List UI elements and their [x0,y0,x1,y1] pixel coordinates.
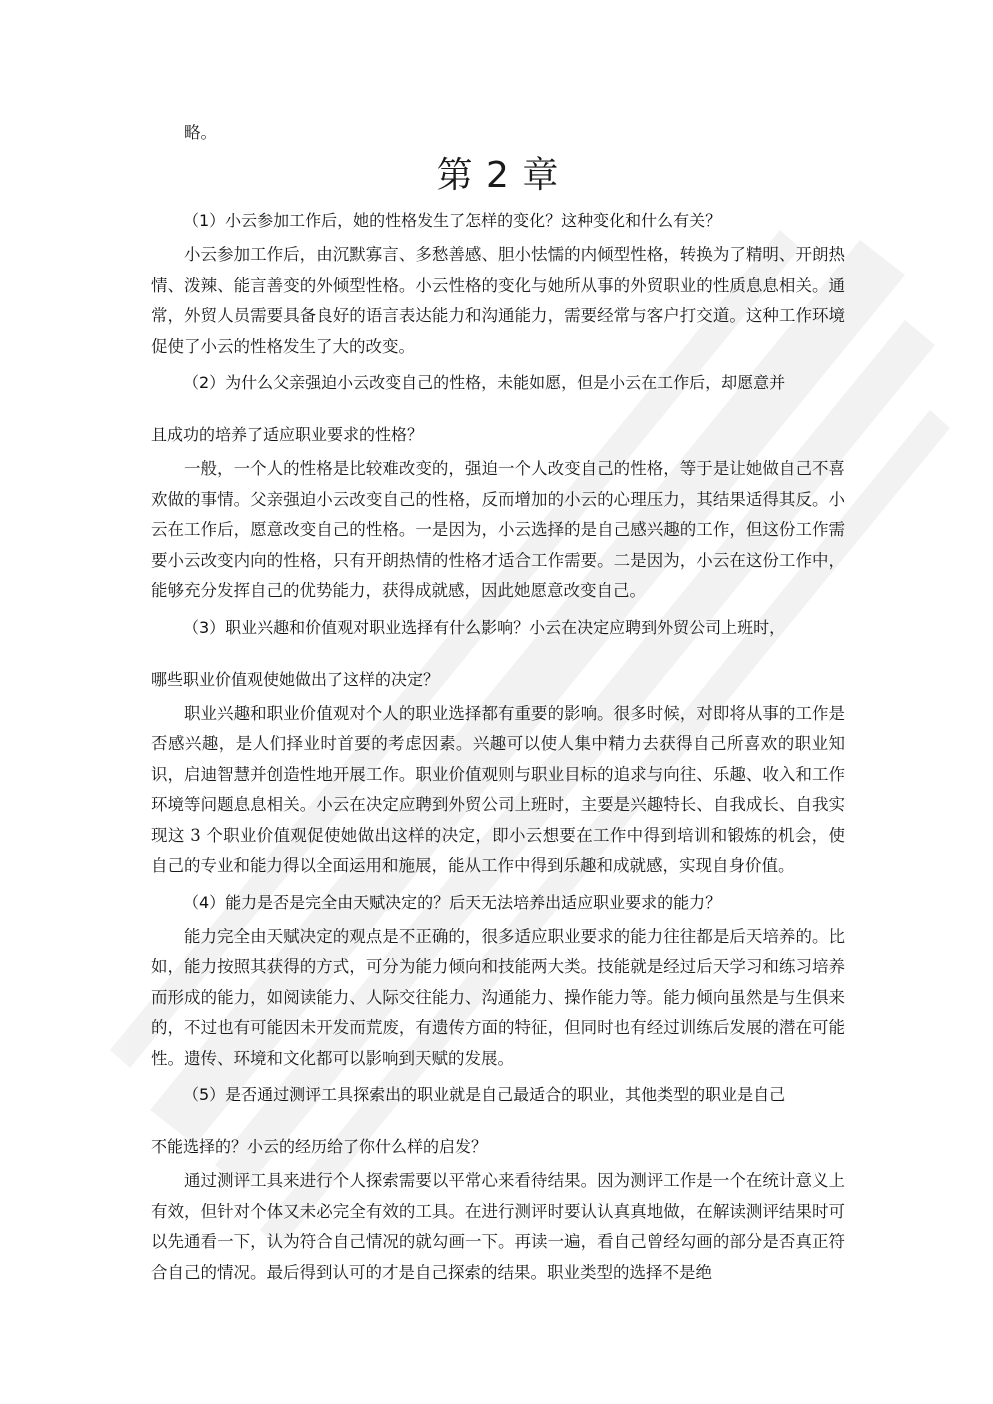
question-line-2: 哪些职业价值观使她做出了这样的决定？ [151,669,440,689]
question-line-2: 且成功的培养了适应职业要求的性格？ [151,425,424,444]
section-4 [151,892,845,1075]
question-line-2: 不能选择的？小云的经历给了你什么样的启发？ [151,1137,488,1156]
question-heading [151,372,845,446]
question-line-1: （2）为什么父亲强迫小云改变自己的性格，未能如愿，但是小云在工作后，却愿意并 [183,373,786,392]
answer-paragraph: 职业兴趣和职业价值观对个人的职业选择都有重要的影响。很多时候，对即将从事的工作是否感兴趣，是人们择业时首要的考虑因素。兴趣可以使人集中精力去获得自己所喜欢的职业知识，启迪智慧并创造性地开展工作。职业价值观则与职业目标的追求与向往、乐趣、收入和工作环境等问题息息相关。小云在决定应聘到外贸公司上班时，主要是兴趣特长、自我成长、自我实现这 3 个职业价值观促使她做出这样的决定，即小云想要在工作中得到培训和锻炼的机会，使自己的专业和能力得以全面运用和施展，能从工作中得到乐趣和成就感，实现自身价值。 [151,703,845,875]
question-heading [151,1084,845,1158]
question-heading [151,617,845,691]
section-2 [151,372,845,607]
question-line-1: （5）是否通过测评工具探索出的职业就是自己最适合的职业，其他类型的职业是自己 [183,1085,786,1104]
section-5 [151,1084,845,1288]
lead-text: 略。 [184,123,217,142]
question-heading: （1）小云参加工作后，她的性格发生了怎样的变化？这种变化和什么有关？ [183,211,722,230]
chapter-title: 第 2 章 [436,155,560,196]
answer-paragraph: 一般，一个人的性格是比较难改变的，强迫一个人改变自己的性格，等于是让她做自己不喜欢做的事情。父亲强迫小云改变自己的性格，反而增加的小云的心理压力，其结果适得其反。小云在工作后，愿意改变自己的性格。一是因为，小云选择的是自己感兴趣的工作，但这份工作需要小云改变内向的性格，只有开朗热情的性格才适合工作需要。二是因为，小云在这份工作中，能够充分发挥自己的优势能力，获得成就感，因此她愿意改变自己。 [151,459,845,600]
document-content [151,118,845,1288]
question-line-1: （3）职业兴趣和价值观对职业选择有什么影响？小云在决定应聘到外贸公司上班时， [183,617,786,637]
section-1 [151,210,845,362]
section-3 [151,617,845,882]
question-heading: （4）能力是否是完全由天赋决定的？后天无法培养出适应职业要求的能力？ [183,892,722,912]
answer-paragraph: 能力完全由天赋决定的观点是不正确的，很多适应职业要求的能力往往都是后天培养的。比如，能力按照其获得的方式，可分为能力倾向和技能两大类。技能就是经过后天学习和练习培养而形成的能力，如阅读能力、人际交往能力、沟通能力、操作能力等。能力倾向虽然是与生俱来的，不过也有可能因未开发而荒废，有遗传方面的特征，但同时也有经过训练后发展的潜在可能性。遗传、环境和文化都可以影响到天赋的发展。 [151,926,845,1068]
answer-paragraph: 通过测评工具来进行个人探索需要以平常心来看待结果。因为测评工作是一个在统计意义上有效，但针对个体又未必完全有效的工具。在进行测评时要认认真真地做，在解读测评结果时可以先通看一下，认为符合自己情况的就勾画一下。再读一遍，看自己曾经勾画的部分是否真正符合自己的情况。最后得到认可的才是自己探索的结果。职业类型的选择不是绝 [151,1171,845,1282]
answer-paragraph: 小云参加工作后，由沉默寡言、多愁善感、胆小怯懦的内倾型性格，转换为了精明、开朗热情、泼辣、能言善变的外倾型性格。小云性格的变化与她所从事的外贸职业的性质息息相关。通常，外贸人员需要具备良好的语言表达能力和沟通能力，需要经常与客户打交道。这种工作环境促使了小云的性格发生了大的改变。 [151,245,845,356]
